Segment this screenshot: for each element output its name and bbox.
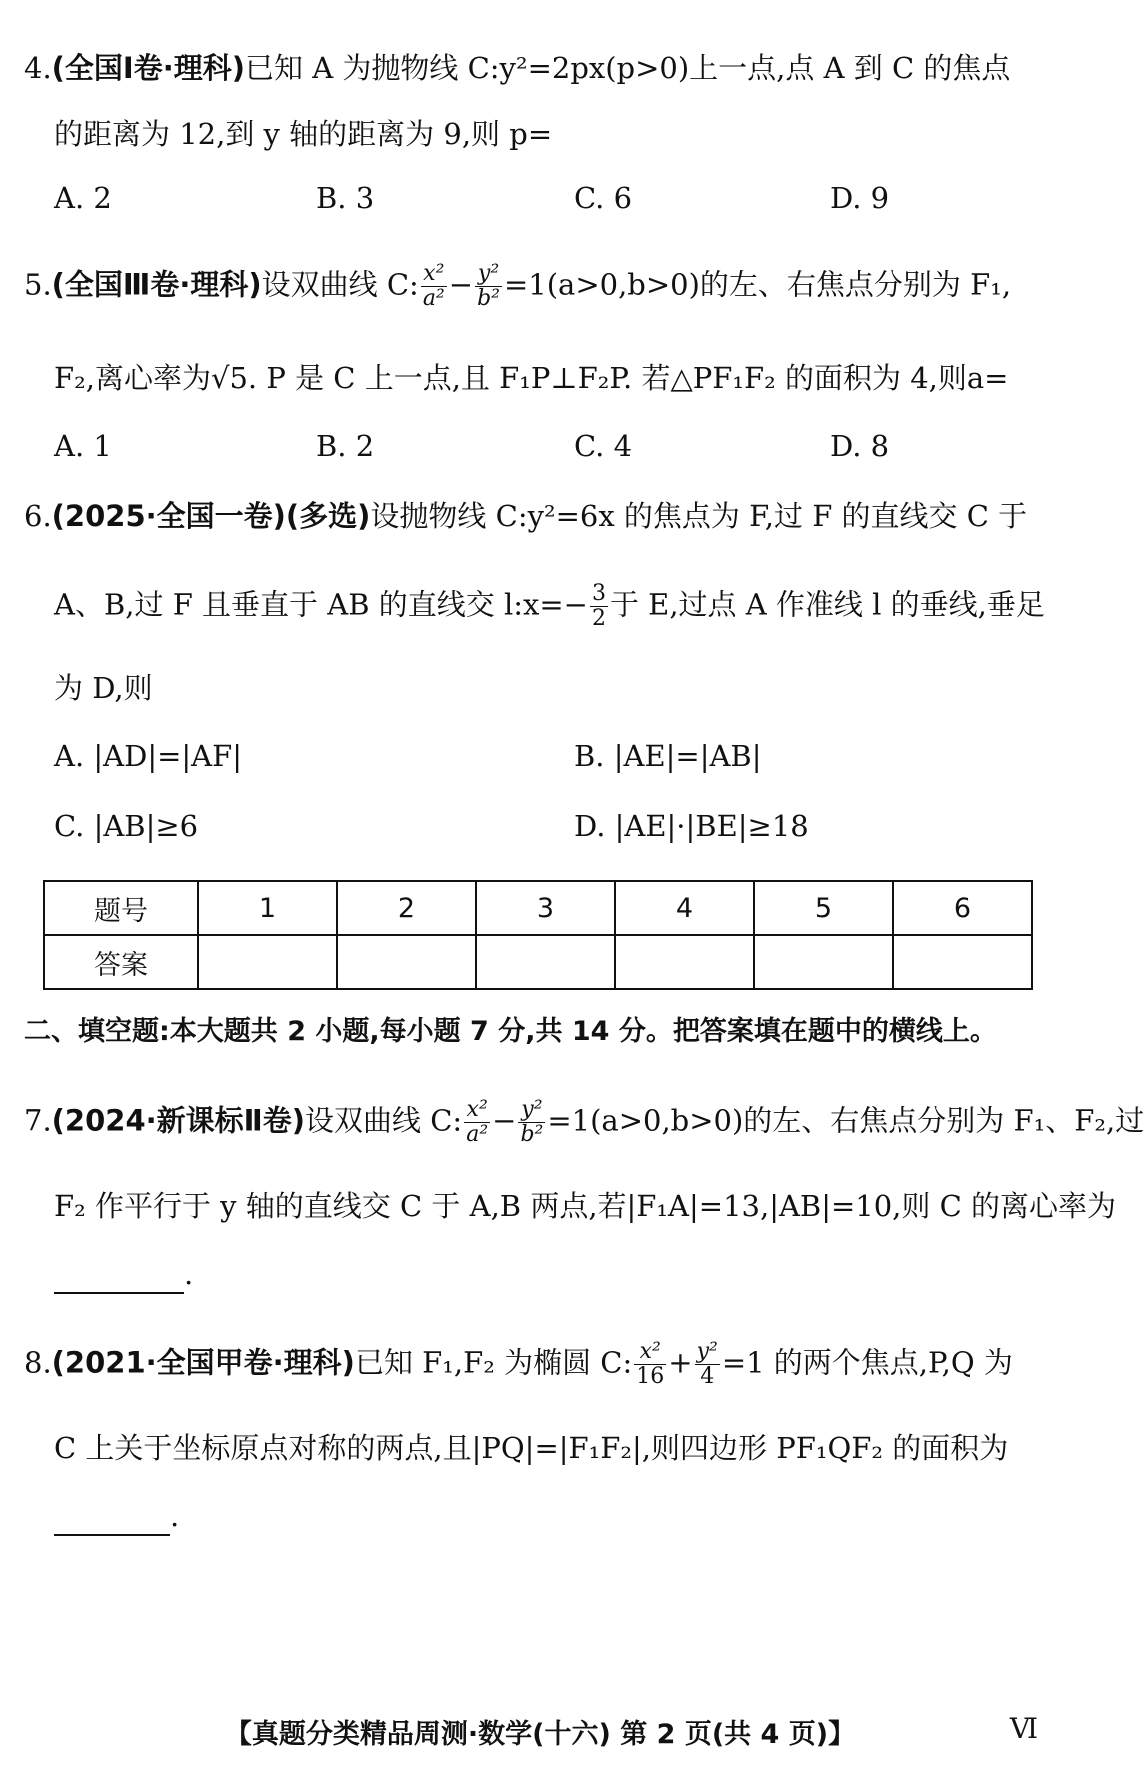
q8-answer-blank[interactable] xyxy=(54,1506,170,1536)
answer-label: 答案 xyxy=(44,935,198,989)
q7-line3: . xyxy=(54,1254,1040,1294)
q4-option-b: B. 3 xyxy=(316,181,375,215)
q7-number: 7. xyxy=(24,1103,52,1138)
q5-number: 5. xyxy=(24,267,52,302)
q4-option-a: A. 2 xyxy=(54,181,112,215)
q4-text-1: 已知 A 为抛物线 C:y²=2px(p>0)上一点,点 A 到 C 的焦点 xyxy=(245,51,1011,85)
q7-answer-blank[interactable] xyxy=(54,1264,184,1294)
question-number-cell: 1 xyxy=(198,881,337,935)
q8-source-tag: (2021·全国甲卷·理科) xyxy=(51,1345,355,1380)
q4-source-tag: (全国Ⅰ卷·理科) xyxy=(51,51,245,85)
q7-line2: F₂ 作平行于 y 轴的直线交 C 于 A,B 两点,若|F₁A|=13,|AB|=10,则 C 的离心率为 xyxy=(54,1189,1117,1223)
q5-option-b: B. 2 xyxy=(316,429,375,463)
answer-cell-5[interactable] xyxy=(754,935,893,989)
q5-minus: − xyxy=(448,267,474,302)
q6-fraction: $\frac{3}{2}$ xyxy=(591,581,606,631)
q7-source-tag: (2024·新课标Ⅱ卷) xyxy=(51,1103,306,1138)
q4-option-c: C. 6 xyxy=(574,181,633,215)
q8-line2: C 上关于坐标原点对称的两点,且|PQ|=|F₁F₂|,则四边形 PF₁QF₂ 的面积为 xyxy=(54,1431,1009,1465)
question-number-label: 题号 xyxy=(44,881,198,935)
q5-option-c: C. 4 xyxy=(574,429,633,463)
q6-line2 xyxy=(54,581,1045,631)
q5-line2: F₂,离心率为√5. P 是 C 上一点,且 F₁P⊥F₂P. 若△PF₁F₂ 的面积为 4,则a= xyxy=(54,361,1009,395)
q6-text-1: 设抛物线 C:y²=6x 的焦点为 F,过 F 的直线交 C 于 xyxy=(370,499,1028,533)
q5-option-d: D. 8 xyxy=(830,429,890,463)
q5-text-post: =1(a>0,b>0)的左、右焦点分别为 F₁, xyxy=(503,267,1012,302)
question-number-cell: 6 xyxy=(893,881,1032,935)
q6-line3: 为 D,则 xyxy=(54,671,153,705)
q5-fraction-x: $\frac{\text{x²}}{\text{a²}}$ xyxy=(422,261,445,311)
answer-table-answer-row xyxy=(44,935,1032,989)
q6-option-c: C. |AB|≥6 xyxy=(54,809,199,843)
question-number-cell: 4 xyxy=(615,881,754,935)
q5-line1 xyxy=(24,262,1040,311)
q6-option-b: B. |AE|=|AB| xyxy=(574,739,762,773)
q6-text-2-post: 于 E,过点 A 作准线 l 的垂线,垂足 xyxy=(609,587,1045,622)
question-number-cell: 5 xyxy=(754,881,893,935)
q4-option-d: D. 9 xyxy=(830,181,890,215)
question-number-cell: 2 xyxy=(337,881,476,935)
q8-line3: . xyxy=(54,1496,1040,1536)
q7-text-post: =1(a>0,b>0)的左、右焦点分别为 F₁、F₂,过 xyxy=(547,1103,1144,1138)
q4-line1 xyxy=(24,48,1040,88)
q7-text-pre: 设双曲线 C: xyxy=(305,1103,463,1138)
page-roman-numeral: Ⅵ xyxy=(1009,1712,1038,1745)
q4-number: 4. xyxy=(24,51,52,85)
q5-option-a: A. 1 xyxy=(54,429,112,463)
q8-line1 xyxy=(24,1340,1040,1389)
answer-cell-6[interactable] xyxy=(893,935,1032,989)
q5-text-pre: 设双曲线 C: xyxy=(261,267,419,302)
q6-number: 6. xyxy=(24,499,52,533)
q8-fraction-x: $\frac{\text{x²}}{16}$ xyxy=(636,1339,665,1389)
answer-table xyxy=(43,880,1033,990)
q5-fraction-y: $\frac{\text{y²}}{\text{b²}}$ xyxy=(477,261,500,311)
q8-plus: + xyxy=(668,1345,693,1380)
answer-table-header-row xyxy=(44,881,1032,935)
question-number-cell: 3 xyxy=(476,881,615,935)
q5-source-tag: (全国Ⅲ卷·理科) xyxy=(51,267,262,302)
q7-fraction-y: $\frac{\text{y²}}{\text{b²}}$ xyxy=(520,1097,544,1147)
answer-cell-3[interactable] xyxy=(476,935,615,989)
q7-line1 xyxy=(24,1097,1144,1147)
q8-text-post: =1 的两个焦点,P,Q 为 xyxy=(721,1345,1013,1380)
answer-cell-4[interactable] xyxy=(615,935,754,989)
q4-line2: 的距离为 12,到 y 轴的距离为 9,则 p= xyxy=(54,117,553,151)
q6-option-a: A. |AD|=|AF| xyxy=(54,739,243,773)
q8-number: 8. xyxy=(24,1345,52,1380)
q6-text-2-pre: A、B,过 F 且垂直于 AB 的直线交 l:x=− xyxy=(54,587,588,622)
q6-source-tag: (2025·全国一卷)(多选) xyxy=(51,499,371,533)
answer-cell-1[interactable] xyxy=(198,935,337,989)
section-2-heading: 二、填空题:本大题共 2 小题,每小题 7 分,共 14 分。把答案填在题中的横线上。 xyxy=(24,1016,997,1047)
q7-minus: − xyxy=(492,1103,517,1138)
q6-option-d: D. |AE|·|BE|≥18 xyxy=(574,809,809,843)
q6-line1 xyxy=(24,496,1040,536)
q7-fraction-x: $\frac{\text{x²}}{\text{a²}}$ xyxy=(466,1097,489,1147)
q8-fraction-y: $\frac{\text{y²}}{4}$ xyxy=(696,1339,718,1389)
answer-cell-2[interactable] xyxy=(337,935,476,989)
q8-text-pre: 已知 F₁,F₂ 为椭圆 C: xyxy=(354,1345,633,1380)
page-footer: 【真题分类精品周测·数学(十六) 第 2 页(共 4 页)】 xyxy=(224,1719,856,1750)
